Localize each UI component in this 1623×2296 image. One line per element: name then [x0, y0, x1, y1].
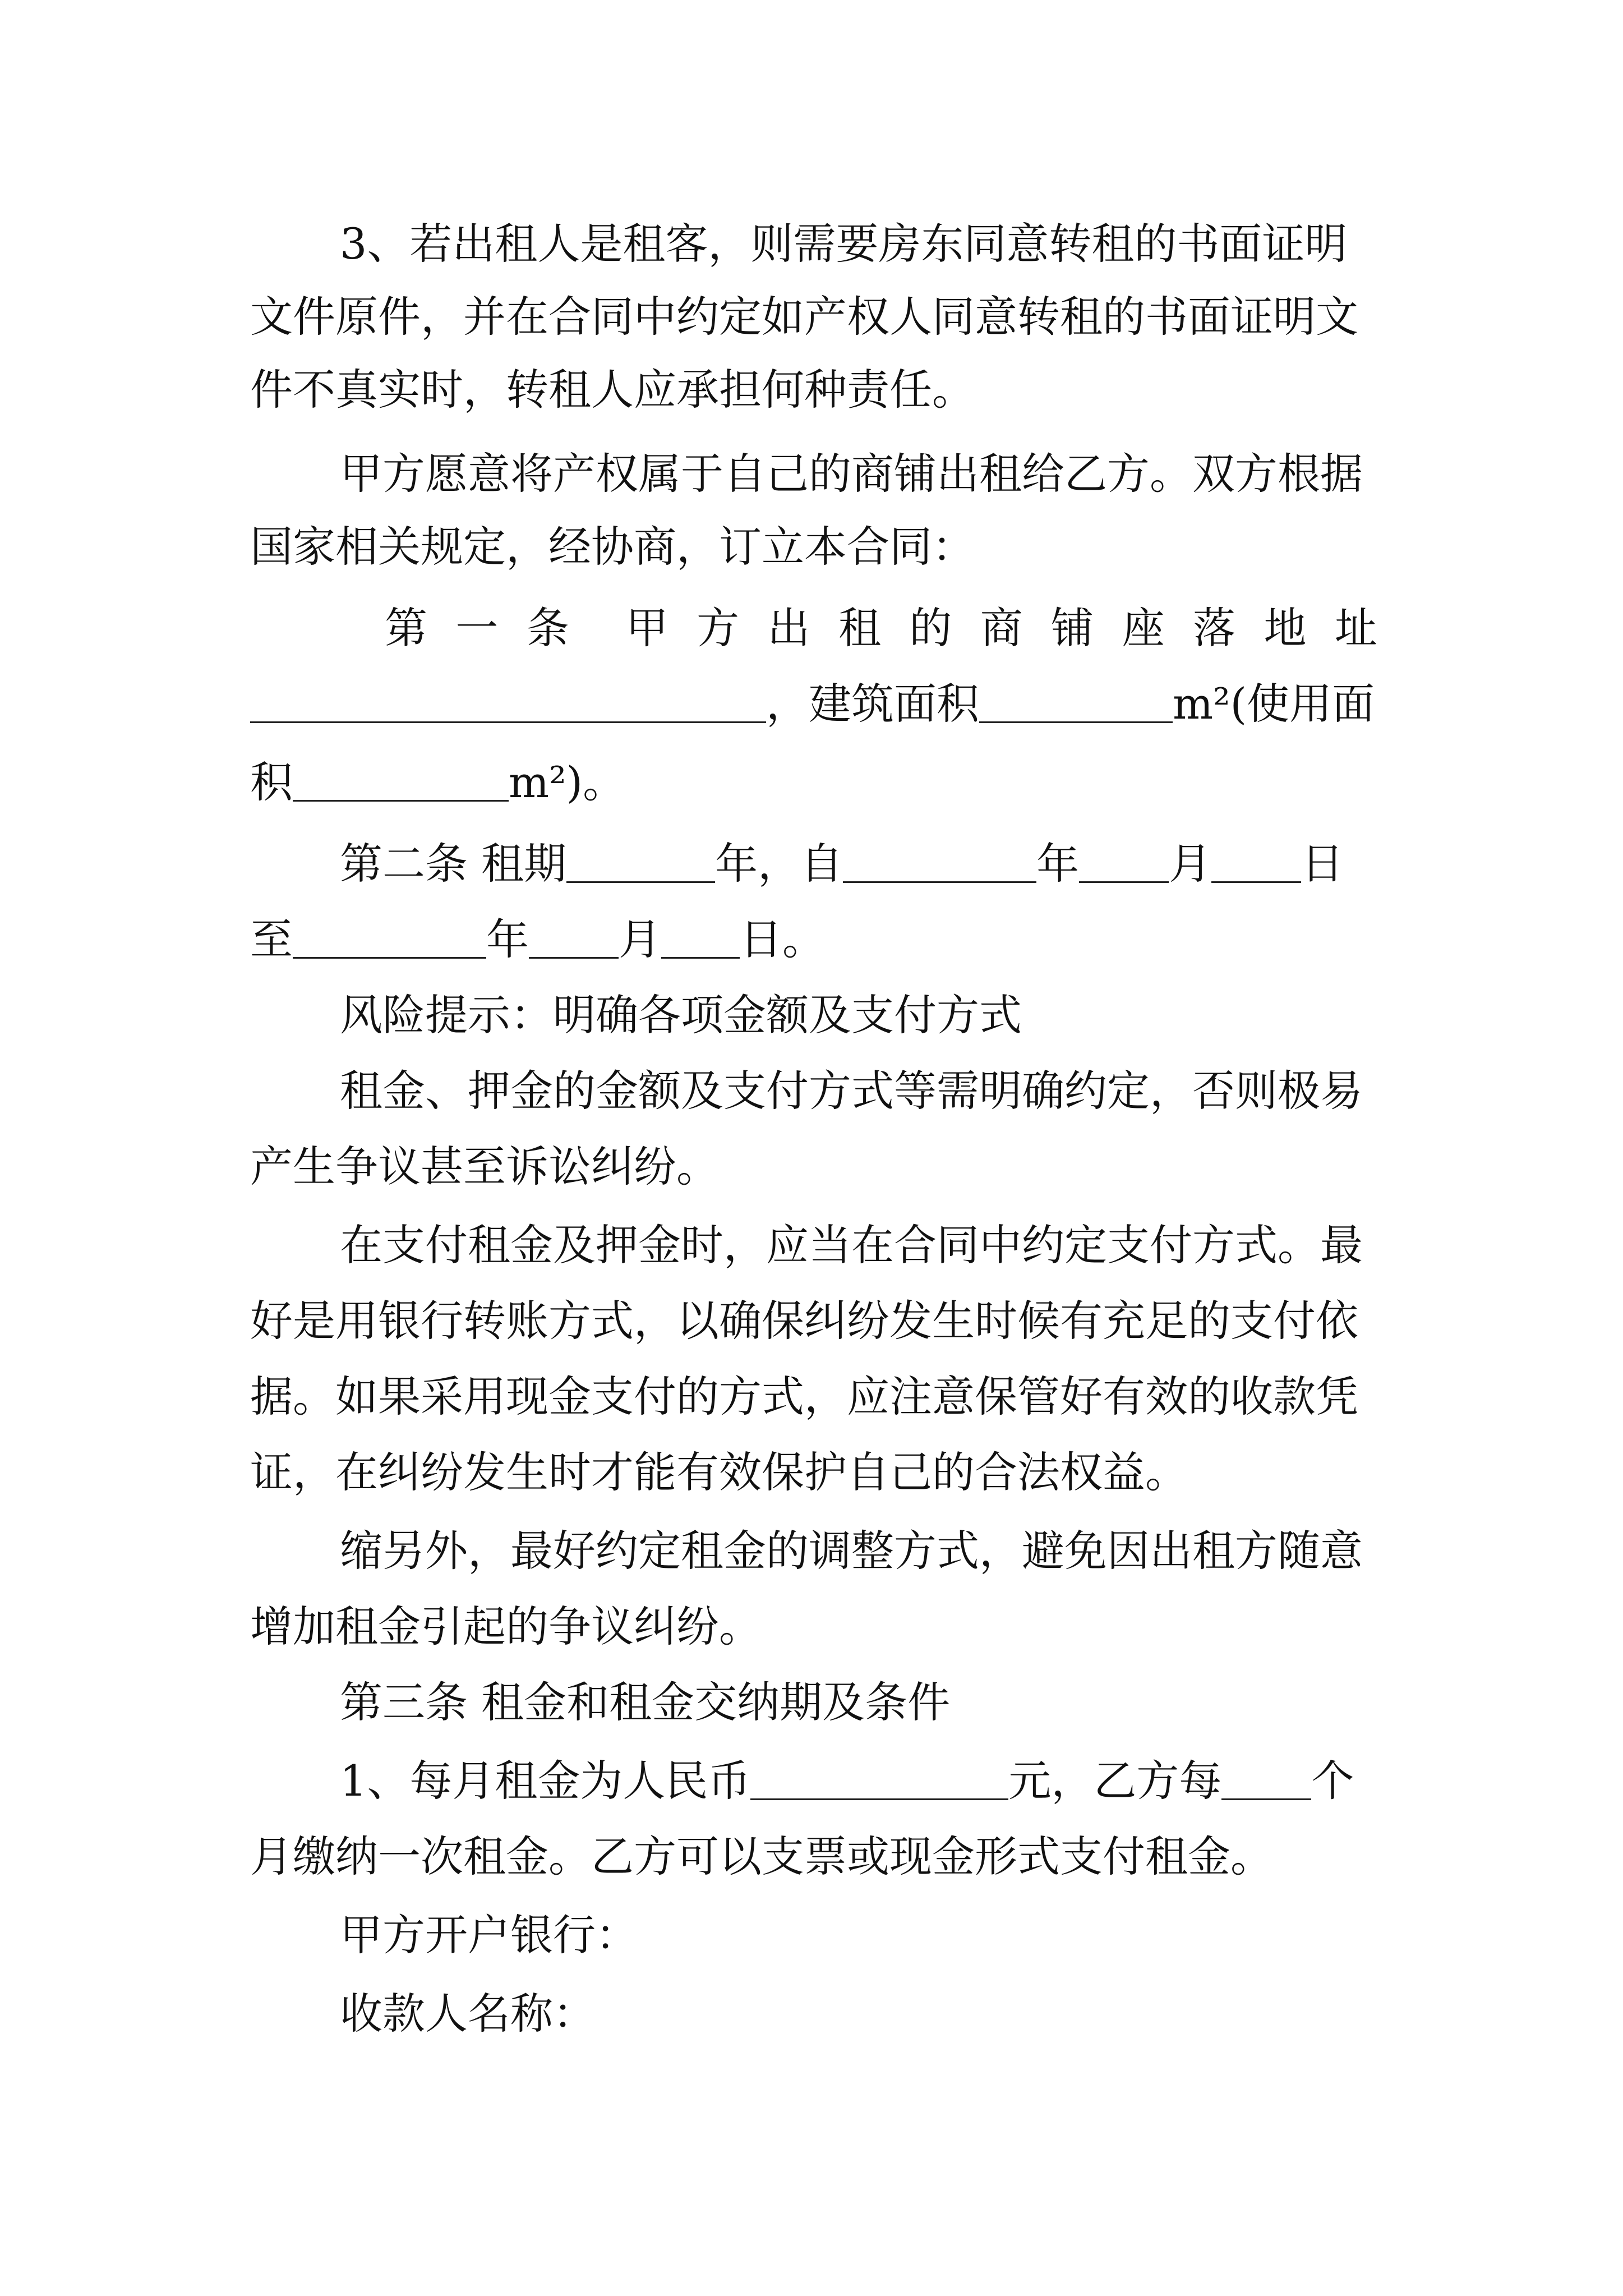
term-years-blank[interactable] — [566, 849, 715, 883]
article1-char: 一 — [455, 603, 499, 653]
start-month-blank[interactable] — [1079, 849, 1169, 883]
article1-char: 方 — [697, 603, 740, 653]
p1-line-2: 文件原件，并在合同中约定如产权人同意转租的书面证明文 — [250, 292, 1358, 342]
article1-char: 铺 — [1051, 603, 1094, 653]
end-day-blank[interactable] — [661, 924, 740, 959]
article2-y2: 年 — [486, 914, 529, 964]
address-blank[interactable] — [250, 689, 766, 723]
risk-p2-line-4: 证，在纠纷发生时才能有效保护自己的合法权益。 — [250, 1447, 1188, 1497]
bank-label: 甲方开户银行： — [340, 1910, 638, 1960]
article2-d: 日 — [1301, 839, 1344, 889]
risk-p2-line-1: 在支付租金及押金时，应当在合同中约定支付方式。最 — [340, 1220, 1363, 1270]
article1-char: 出 — [767, 603, 810, 653]
article2-to: 至 — [250, 914, 293, 964]
area-unit: m²(使用面 — [1173, 679, 1375, 729]
article2-d2: 日。 — [740, 914, 825, 964]
article2-y: 年 — [1036, 839, 1080, 889]
payment-interval-blank[interactable] — [1221, 1766, 1311, 1800]
article1-char: 落 — [1193, 603, 1236, 653]
risk-p3-line-1: 缩另外，最好约定租金的调整方式，避免因出租方随意 — [340, 1526, 1363, 1576]
rent-mid: 元，乙方每 — [1008, 1756, 1222, 1806]
article1-line-3 — [250, 740, 1377, 825]
article1-char: 地 — [1264, 603, 1307, 653]
article1-char: 第 — [385, 603, 427, 653]
article1-char: 租 — [838, 603, 881, 653]
article1-char: 商 — [980, 603, 1023, 653]
rent-end: 个 — [1311, 1756, 1354, 1806]
end-year-blank[interactable] — [293, 924, 486, 959]
usage-area-blank[interactable] — [293, 767, 509, 802]
article3-item1-line-1 — [340, 1739, 1377, 1823]
area-label: ，建筑面积 — [766, 679, 979, 729]
article1-char: 座 — [1122, 603, 1165, 653]
risk-p1-line-2: 产生争议甚至诉讼纠纷。 — [250, 1142, 719, 1191]
end-month-blank[interactable] — [529, 924, 619, 959]
article1-heading — [385, 586, 1377, 670]
p1-line-1: 3、若出租人是租客，则需要房东同意转租的书面证明 — [340, 219, 1348, 269]
rent-prefix: 1、每月租金为人民币 — [340, 1756, 751, 1806]
start-day-blank[interactable] — [1211, 849, 1301, 883]
start-year-blank[interactable] — [843, 849, 1036, 883]
article2-m2: 月 — [619, 914, 661, 964]
risk-p2-line-3: 据。如果采用现金支付的方式，应注意保管好有效的收款凭 — [250, 1372, 1358, 1421]
article1-char: 址 — [1334, 603, 1377, 653]
article2-line-1 — [340, 822, 1377, 906]
p2-line-2: 国家相关规定，经协商，订立本合同： — [250, 522, 975, 572]
article1-line-2 — [250, 662, 1377, 746]
article1-char: 甲 — [625, 603, 668, 653]
risk-p2-line-2: 好是用银行转账方式，以确保纠纷发生时候有充足的支付依 — [250, 1296, 1358, 1346]
risk-title: 风险提示：明确各项金额及支付方式 — [340, 990, 1022, 1040]
article3-item1-line-2: 月缴纳一次租金。乙方可以支票或现金形式支付租金。 — [250, 1832, 1273, 1881]
p2-line-1: 甲方愿意将产权属于自己的商铺出租给乙方。双方根据 — [340, 449, 1363, 499]
article1-char: 条 — [526, 603, 569, 653]
risk-p3-line-2: 增加租金引起的争议纠纷。 — [250, 1602, 762, 1651]
monthly-rent-blank[interactable] — [750, 1766, 1008, 1800]
article2-m: 月 — [1169, 839, 1212, 889]
article1-char: 的 — [909, 603, 952, 653]
risk-p1-line-1: 租金、押金的金额及支付方式等需明确约定，否则极易 — [340, 1066, 1363, 1116]
payee-label: 收款人名称： — [340, 1989, 596, 2039]
article2-line-2 — [250, 898, 1377, 982]
article2-year-text: 年，自 — [715, 839, 843, 889]
article3-title: 第三条 租金和租金交纳期及条件 — [340, 1677, 951, 1727]
p1-line-3: 件不真实时，转租人应承担何种责任。 — [250, 365, 975, 415]
usage-prefix: 积 — [250, 757, 293, 807]
usage-suffix: m²)。 — [509, 757, 626, 807]
article2-label: 第二条 租期 — [340, 839, 567, 889]
area-blank[interactable] — [979, 689, 1173, 723]
